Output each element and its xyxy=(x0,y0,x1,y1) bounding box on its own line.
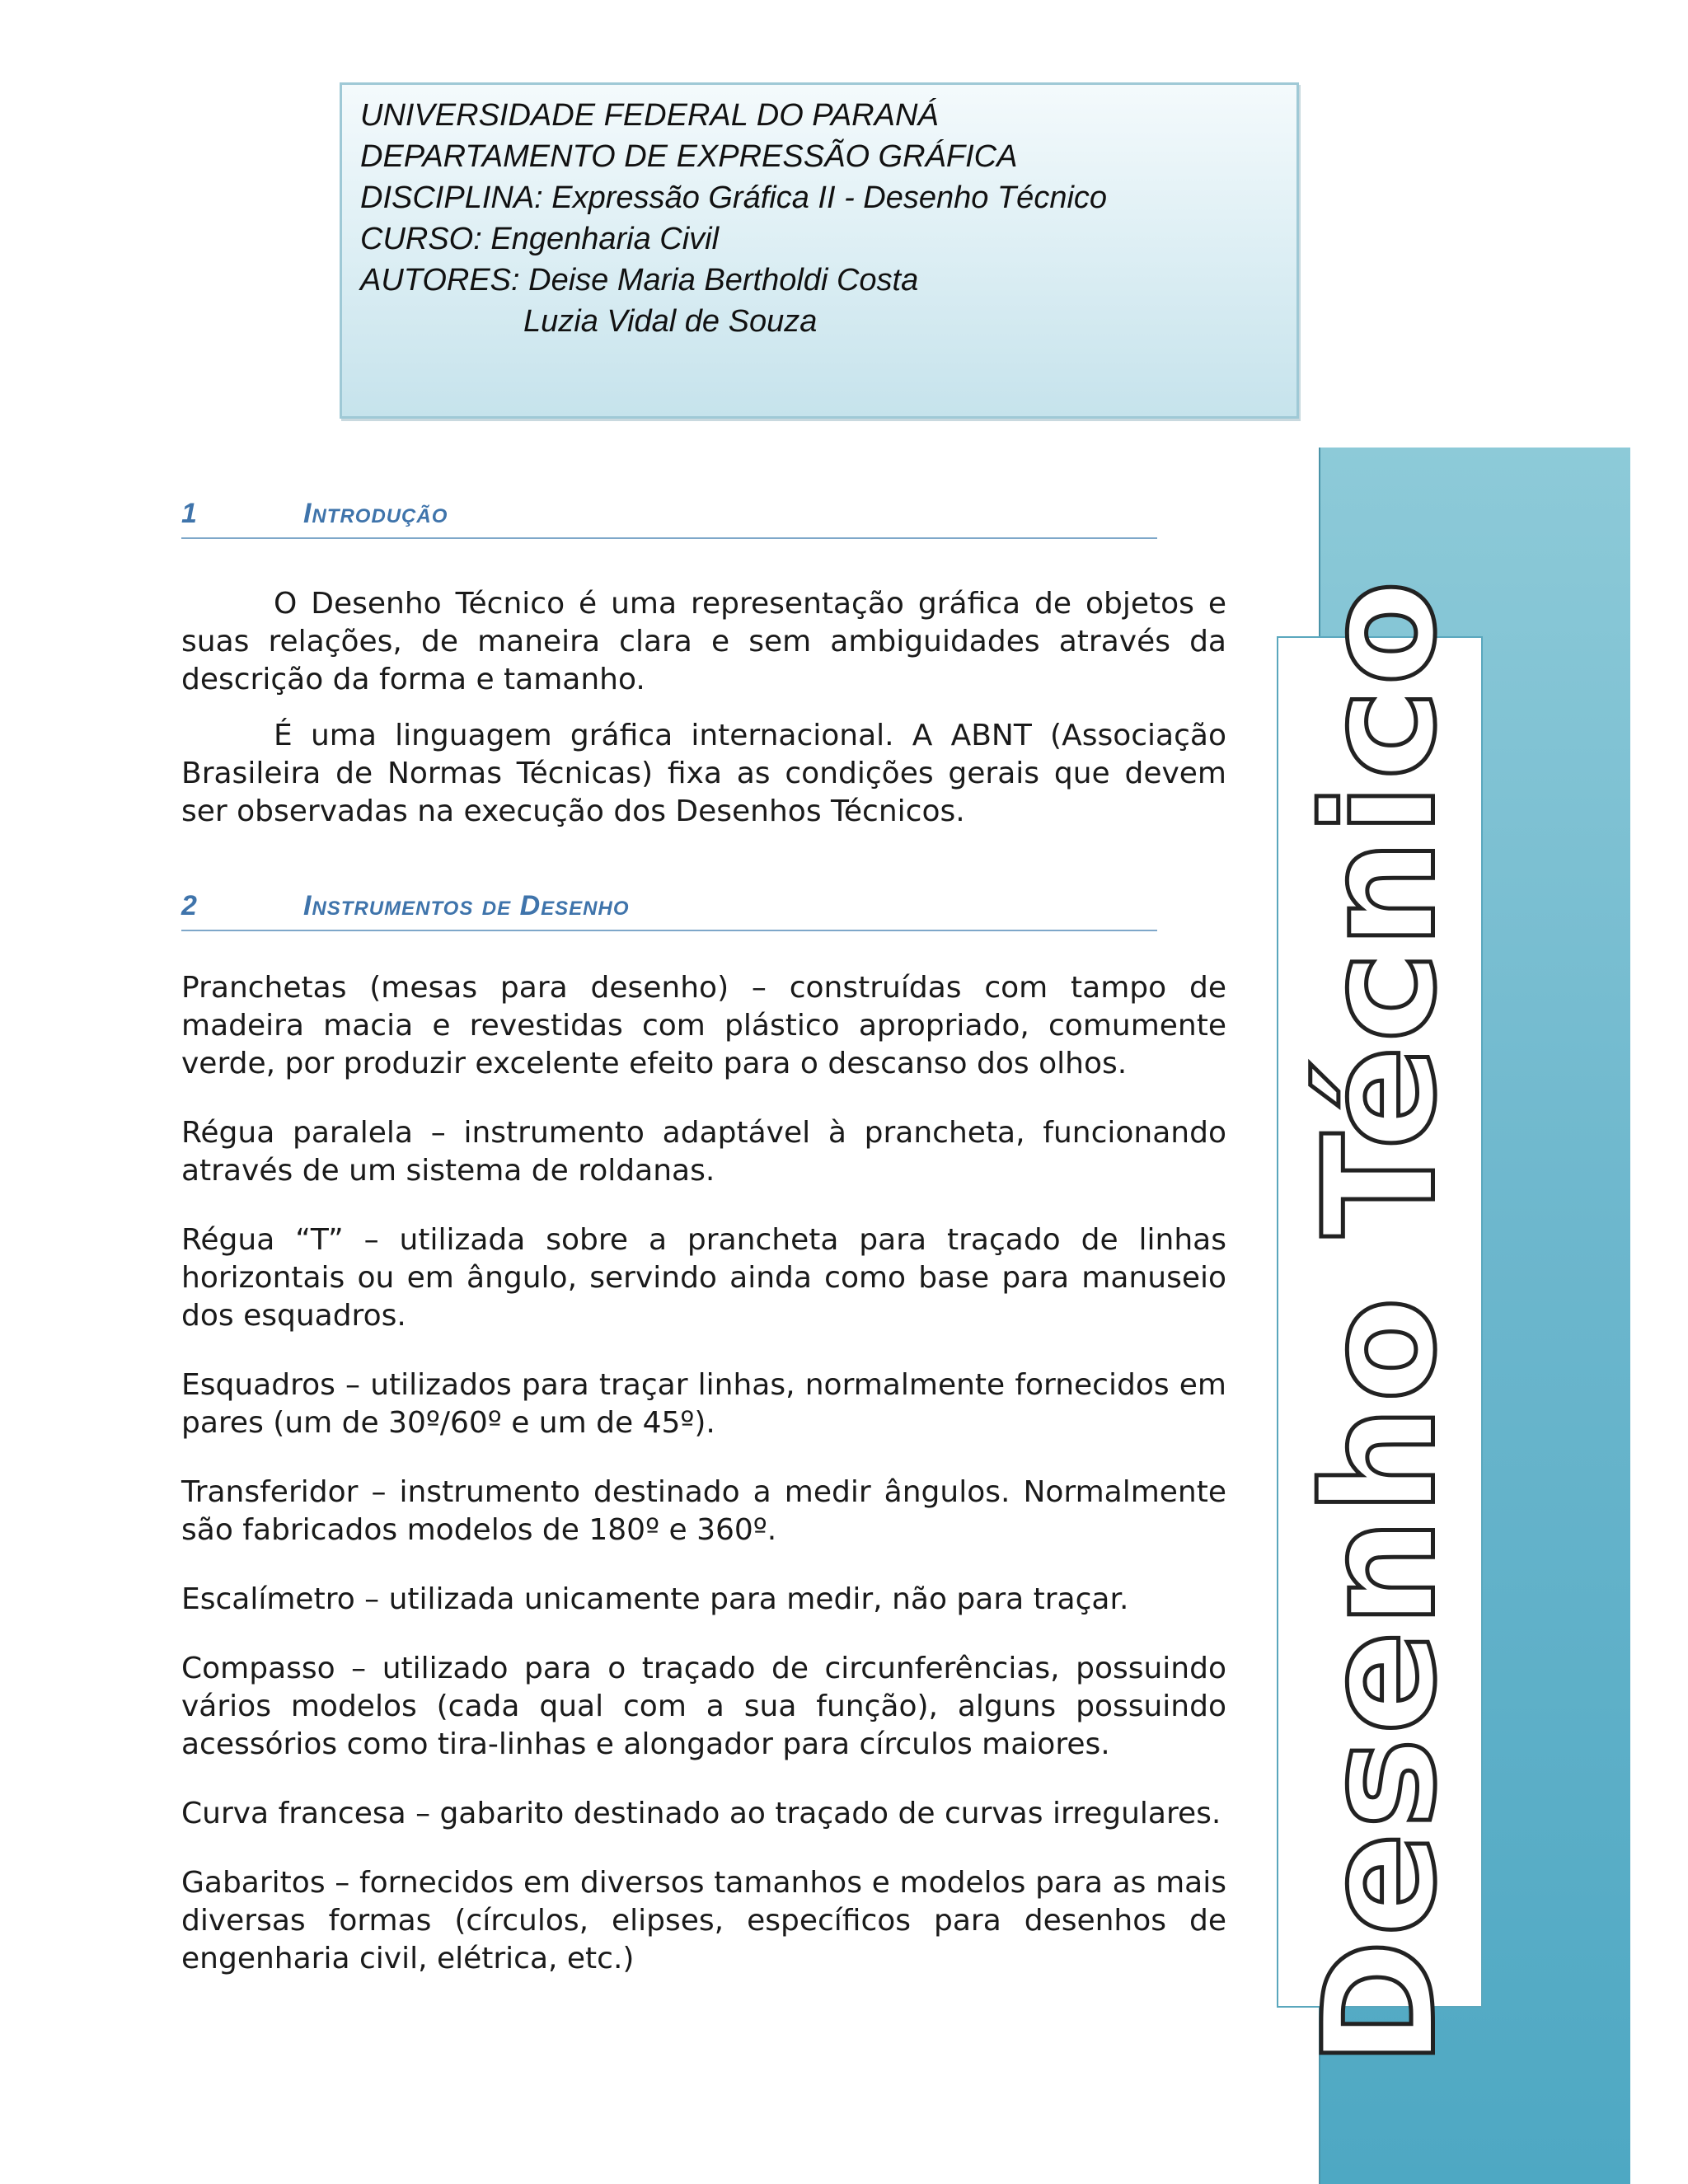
list-item: Curva francesa – gabarito destinado ao traçado de curvas irregulares. xyxy=(181,1797,1221,1830)
header-box xyxy=(340,82,1299,419)
side-title-panel xyxy=(1277,577,1483,2067)
section-heading-instruments xyxy=(181,887,1157,931)
section-number: 1 xyxy=(181,498,197,529)
paragraph: O Desenho Técnico é uma representação gráfica de objetos e suas relações, de maneira clara e sem ambiguidades através da descrição da forma e tamanho. xyxy=(181,587,1226,696)
side-title: Desenho Técnico xyxy=(1290,577,1470,2067)
section-title: Introdução xyxy=(303,498,448,529)
list-item: Pranchetas (mesas para desenho) – construídas com tampo de madeira macia e revestidas com plástico apropriado, comumente verde, por produzir excelente efeito para o descanso dos olhos. xyxy=(181,971,1226,1080)
section-heading-introduction xyxy=(181,494,1157,539)
list-item: Escalímetro – utilizada unicamente para medir, não para traçar. xyxy=(181,1582,1129,1616)
list-item: Régua “T” – utilizada sobre a prancheta para traçado de linhas horizontais ou em ângulo, servindo ainda como base para manuseio dos esquadros. xyxy=(181,1223,1226,1333)
section-number: 2 xyxy=(181,890,197,921)
course-line: CURSO: Engenharia Civil xyxy=(360,222,720,256)
main-content xyxy=(181,494,1226,2009)
discipline-line: DISCIPLINA: Expressão Gráfica II - Desenho Técnico xyxy=(360,180,1108,215)
list-item: Transferidor – instrumento destinado a medir ângulos. Normalmente são fabricados modelos de 180º e 360º. xyxy=(181,1475,1226,1547)
university-line: UNIVERSIDADE FEDERAL DO PARANÁ xyxy=(360,98,939,133)
list-item: Compasso – utilizado para o traçado de circunferências, possuindo vários modelos (cada qual com a sua função), alguns possuindo acessórios como tira-linhas e alongador para círculos maiores. xyxy=(181,1652,1226,1761)
list-item: Régua paralela – instrumento adaptável à prancheta, funcionando através de um sistema de roldanas. xyxy=(181,1116,1226,1188)
list-item: Esquadros – utilizados para traçar linhas, normalmente fornecidos em pares (um de 30º/60º e um de 45º). xyxy=(181,1368,1226,1440)
authors-line-2: Luzia Vidal de Souza xyxy=(523,304,818,339)
list-item: Gabaritos – fornecidos em diversos tamanhos e modelos para as mais diversas formas (círculos, elipses, específicos para desenhos de engenharia civil, elétrica, etc.) xyxy=(181,1866,1226,1975)
authors-line: AUTORES: Deise Maria Bertholdi Costa xyxy=(360,263,919,298)
department-line: DEPARTAMENTO DE EXPRESSÃO GRÁFICA xyxy=(360,139,1018,174)
section-title: Instrumentos de Desenho xyxy=(303,890,630,921)
paragraph: É uma linguagem gráfica internacional. A ABNT (Associação Brasileira de Normas Técnicas) fixa as condições gerais que devem ser observadas na execução dos Desenhos Técnicos. xyxy=(181,719,1226,828)
